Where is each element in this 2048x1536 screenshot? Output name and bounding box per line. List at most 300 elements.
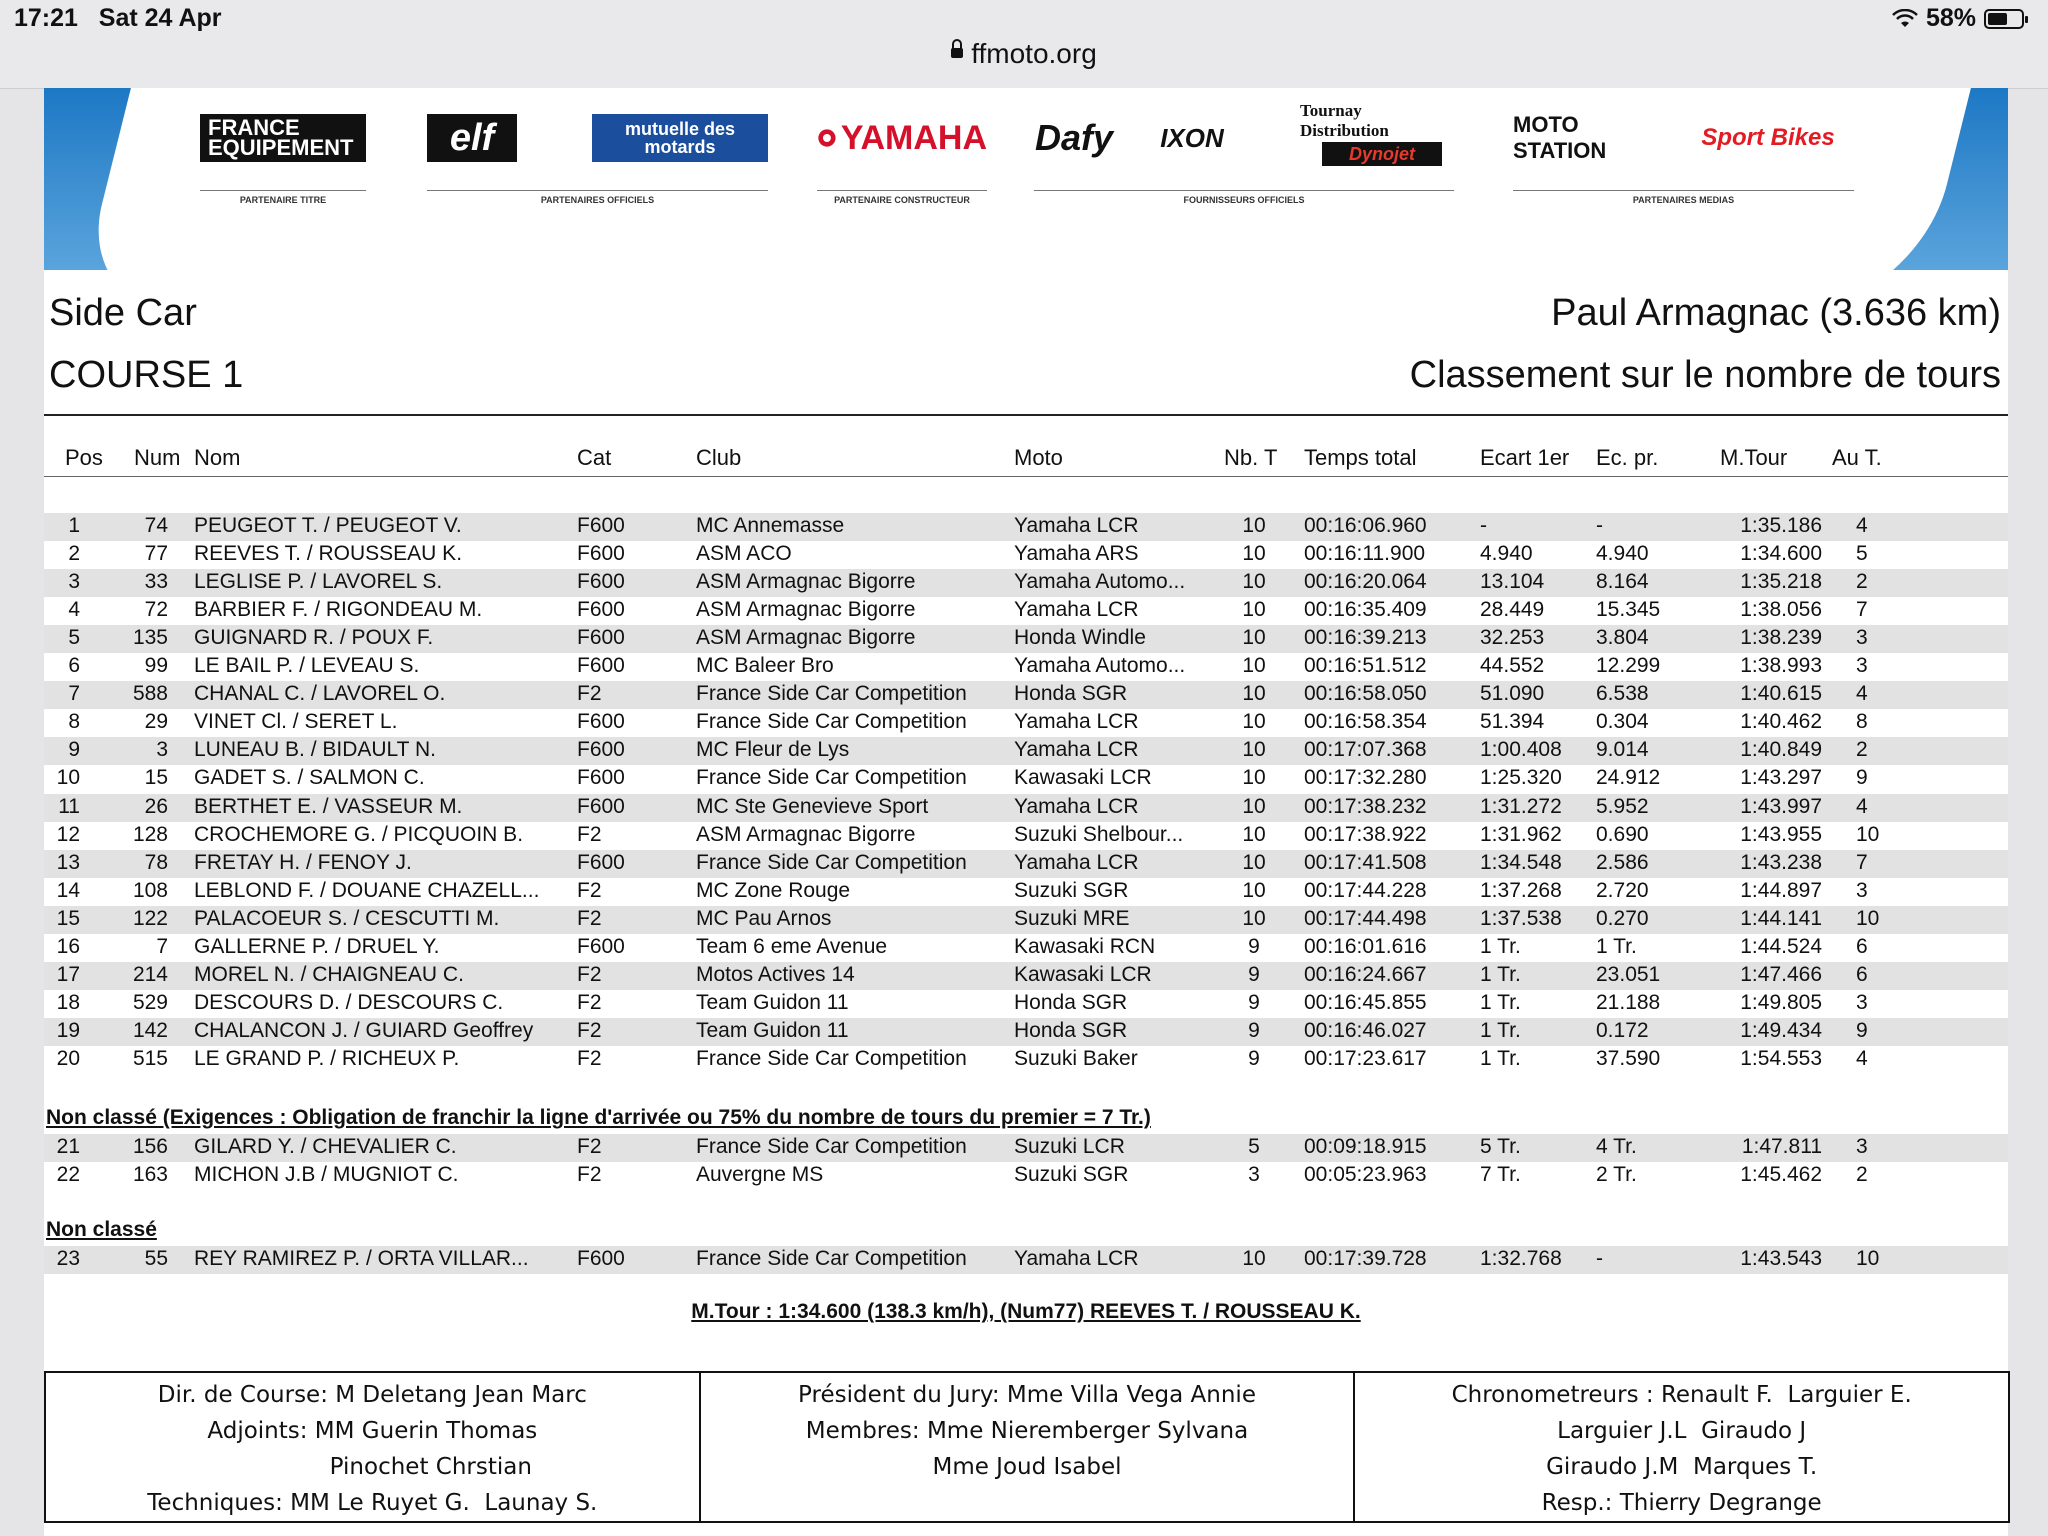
cell-cat: F2 (577, 1163, 602, 1187)
cell-nbt: 10 (1242, 822, 1266, 846)
category-partenaires-medias: PARTENAIRES MEDIAS (1513, 190, 1854, 205)
cell-club: France Side Car Competition (696, 710, 967, 734)
cell-aut: 6 (1856, 962, 1868, 986)
col-ecart-precedent: Ec. pr. (1596, 445, 1659, 470)
cell-ecart: 1:37.538 (1480, 906, 1562, 930)
cell-nom: GADET S. / SALMON C. (194, 766, 425, 790)
official-line: Giraudo J.M Marques T. (1546, 1454, 1818, 1480)
cell-temps: 00:16:01.616 (1304, 934, 1427, 958)
cell-num: 78 (144, 850, 168, 874)
cell-aut: 9 (1856, 766, 1868, 790)
category-title: Side Car (49, 292, 197, 334)
cell-moto: Suzuki SGR (1014, 878, 1129, 902)
cell-temps: 00:16:45.855 (1304, 990, 1427, 1014)
official-line: Chronometreurs : Renault F. Larguier E. (1451, 1382, 1912, 1408)
cell-nom: VINET Cl. / SERET L. (194, 710, 398, 734)
cell-cat: F600 (577, 654, 625, 678)
cell-temps: 00:17:07.368 (1304, 738, 1427, 762)
cell-club: Motos Actives 14 (696, 962, 855, 986)
cell-cat: F600 (577, 766, 625, 790)
cell-moto: Suzuki LCR (1014, 1135, 1125, 1158)
cell-ecpr: 24.912 (1596, 766, 1661, 790)
cell-mtour: 1:43.955 (1740, 822, 1822, 846)
cell-aut: 10 (1856, 1247, 1880, 1270)
table-row (44, 878, 2008, 906)
cell-aut: 4 (1856, 1046, 1868, 1070)
cell-club: Team 6 eme Avenue (696, 934, 888, 958)
cell-aut: 3 (1856, 1135, 1868, 1158)
table-row (44, 850, 2008, 878)
sponsor-logo-france-equipement[interactable]: FRANCE EQUIPEMENT (200, 114, 366, 162)
cell-temps: 00:16:11.900 (1304, 542, 1426, 566)
table-row (44, 906, 2008, 934)
cell-moto: Honda Windle (1014, 626, 1146, 650)
cell-temps: 00:17:44.228 (1304, 878, 1427, 902)
cell-temps: 00:17:39.728 (1304, 1247, 1427, 1270)
cell-aut: 4 (1856, 794, 1868, 818)
cell-cat: F600 (577, 934, 625, 958)
cell-num: 515 (132, 1046, 168, 1070)
circuit-title: Paul Armagnac (3.636 km) (1551, 292, 2001, 334)
cell-ecart: 1:34.548 (1480, 850, 1562, 874)
cell-nom: LUNEAU B. / BIDAULT N. (194, 738, 436, 762)
cell-mtour: 1:47.466 (1740, 962, 1822, 986)
cell-ecpr: 9.014 (1596, 738, 1649, 762)
table-row (44, 1162, 2008, 1190)
non-classe-heading: Non classé (46, 1218, 157, 1241)
cell-num: 29 (144, 710, 168, 734)
table-row (44, 513, 2008, 541)
table-row (44, 737, 2008, 765)
cell-pos: 11 (58, 794, 80, 818)
cell-club: MC Fleur de Lys (696, 738, 850, 762)
cell-nbt: 9 (1248, 1046, 1260, 1070)
cell-pos: 4 (68, 598, 80, 622)
cell-num: 74 (144, 514, 168, 537)
cell-aut: 9 (1856, 1018, 1868, 1042)
cell-club: ASM Armagnac Bigorre (696, 570, 916, 594)
cell-moto: Honda SGR (1014, 990, 1128, 1014)
cell-mtour: 1:47.811 (1741, 1135, 1822, 1158)
cell-nbt: 10 (1242, 598, 1266, 622)
cell-ecpr: 0.172 (1596, 1018, 1649, 1042)
official-line: Adjoints: MM Guerin Thomas (207, 1418, 538, 1444)
cell-temps: 00:17:38.922 (1304, 822, 1427, 846)
cell-nbt: 10 (1242, 570, 1266, 594)
cell-cat: F2 (577, 962, 602, 986)
cell-num: 128 (132, 822, 168, 846)
cell-moto: Honda SGR (1014, 1018, 1128, 1042)
cell-moto: Yamaha ARS (1014, 542, 1139, 566)
cell-cat: F2 (577, 1046, 602, 1070)
cell-ecpr: 4.940 (1596, 542, 1649, 566)
cell-temps: 00:16:51.512 (1304, 654, 1427, 678)
cell-nbt: 10 (1242, 710, 1266, 734)
col-pos: Pos (65, 445, 103, 470)
cell-num: 77 (144, 542, 168, 566)
cell-moto: Kawasaki RCN (1014, 934, 1156, 958)
table-row (44, 625, 2008, 653)
cell-aut: 7 (1856, 850, 1868, 874)
cell-ecpr: 0.690 (1596, 822, 1649, 846)
cell-cat: F600 (577, 542, 625, 566)
table-row (44, 1134, 2008, 1162)
official-line: Techniques: MM Le Ruyet G. Launay S. (147, 1490, 598, 1516)
cell-moto: Yamaha LCR (1014, 1247, 1139, 1270)
cell-mtour: 1:54.553 (1740, 1046, 1822, 1070)
cell-ecpr: 12.299 (1596, 654, 1661, 678)
cell-moto: Yamaha Automo... (1014, 654, 1186, 678)
sponsor-logo-dafy[interactable]: Dafy (1034, 117, 1114, 158)
sponsor-logo-mutuelle-des-motards[interactable]: mutuelle des motards (592, 114, 768, 162)
cell-ecart: 1 Tr. (1480, 1046, 1521, 1070)
cell-pos: 12 (56, 822, 80, 846)
cell-aut: 3 (1856, 990, 1868, 1014)
cell-pos: 1 (68, 514, 80, 537)
cell-mtour: 1:38.239 (1740, 626, 1822, 650)
cell-temps: 00:17:23.617 (1304, 1046, 1427, 1070)
cell-num: 588 (132, 682, 168, 706)
results-page (44, 88, 2008, 1536)
cell-temps: 00:16:35.409 (1304, 598, 1427, 622)
cell-club: MC Zone Rouge (696, 878, 851, 902)
cell-ecart: - (1480, 514, 1487, 537)
table-row (44, 597, 2008, 625)
cell-moto: Yamaha LCR (1014, 514, 1139, 537)
cell-temps: 00:09:18.915 (1304, 1135, 1427, 1158)
cell-nbt: 10 (1242, 1247, 1266, 1270)
cell-pos: 14 (56, 878, 80, 902)
cell-cat: F600 (577, 738, 625, 762)
cell-ecpr: 0.270 (1596, 906, 1649, 930)
cell-mtour: 1:34.600 (1740, 542, 1822, 566)
cell-num: 163 (132, 1163, 168, 1187)
timekeepers-column (1355, 1373, 2008, 1521)
cell-num: 33 (144, 570, 168, 594)
cell-mtour: 1:38.056 (1740, 598, 1822, 622)
cell-num: 26 (144, 794, 168, 818)
cell-aut: 2 (1856, 1163, 1868, 1187)
cell-pos: 7 (68, 682, 80, 706)
cell-club: France Side Car Competition (696, 682, 967, 706)
cell-nbt: 10 (1242, 738, 1266, 762)
cell-ecpr: 5.952 (1596, 794, 1649, 818)
cell-ecpr: 3.804 (1596, 626, 1649, 650)
cell-nbt: 10 (1242, 794, 1266, 818)
cell-num: 15 (144, 766, 168, 790)
yamaha-emblem-icon (817, 123, 837, 153)
cell-nbt: 10 (1242, 514, 1266, 537)
cell-ecart: 51.090 (1480, 682, 1545, 706)
table-row (44, 934, 2008, 962)
cell-ecart: 1:00.408 (1480, 738, 1562, 762)
table-row (44, 822, 2008, 850)
cell-ecart: 1:25.320 (1480, 766, 1562, 790)
cell-moto: Kawasaki LCR (1014, 962, 1152, 986)
cell-nom: REEVES T. / ROUSSEAU K. (194, 542, 463, 566)
col-ecart-1er: Ecart 1er (1480, 445, 1570, 470)
cell-ecart: 1:32.768 (1480, 1247, 1562, 1270)
status-right (1892, 4, 2024, 33)
cell-nbt: 9 (1248, 990, 1260, 1014)
cell-club: France Side Car Competition (696, 1247, 967, 1270)
cell-nom: LE GRAND P. / RICHEUX P. (194, 1046, 460, 1070)
cell-nbt: 10 (1242, 766, 1266, 790)
cell-mtour: 1:43.543 (1740, 1247, 1822, 1270)
cell-temps: 00:05:23.963 (1304, 1163, 1427, 1187)
cell-num: 55 (144, 1247, 168, 1270)
table-row (44, 569, 2008, 597)
cell-club: Team Guidon 11 (696, 990, 849, 1014)
cell-ecpr: - (1596, 1247, 1603, 1270)
battery-percent: 58% (1925, 4, 1976, 32)
cell-pos: 18 (56, 990, 80, 1014)
cell-temps: 00:16:06.960 (1304, 514, 1427, 537)
cell-ecpr: 21.188 (1596, 990, 1661, 1014)
cell-nom: FRETAY H. / FENOY J. (194, 850, 412, 874)
official-line: Resp.: Thierry Degrange (1541, 1490, 1822, 1516)
cell-nom: DESCOURS D. / DESCOURS C. (194, 990, 504, 1014)
cell-club: France Side Car Competition (696, 766, 967, 790)
cell-ecpr: 2.720 (1596, 878, 1649, 902)
cell-moto: Suzuki Shelbour... (1014, 822, 1184, 846)
cell-cat: F2 (577, 1135, 602, 1158)
cell-cat: F2 (577, 822, 602, 846)
cell-temps: 00:17:32.280 (1304, 766, 1427, 790)
cell-moto: Yamaha LCR (1014, 850, 1139, 874)
cell-nbt: 9 (1248, 962, 1260, 986)
cell-nom: LE BAIL P. / LEVEAU S. (194, 654, 420, 678)
cell-nom: MOREL N. / CHAIGNEAU C. (194, 962, 464, 986)
cell-cat: F600 (577, 850, 625, 874)
cell-ecpr: 2 Tr. (1596, 1163, 1637, 1187)
cell-temps: 00:17:41.508 (1304, 850, 1427, 874)
cell-num: 529 (132, 990, 168, 1014)
cell-pos: 19 (56, 1018, 80, 1042)
address-bar[interactable] (0, 38, 2048, 70)
cell-nom: CHALANCON J. / GUIARD Geoffrey (194, 1018, 534, 1042)
cell-aut: 10 (1856, 822, 1880, 846)
cell-club: Team Guidon 11 (696, 1018, 849, 1042)
cell-club: France Side Car Competition (696, 850, 967, 874)
cell-pos: 6 (68, 654, 80, 678)
cell-ecart: 1 Tr. (1480, 990, 1521, 1014)
cell-mtour: 1:38.993 (1740, 654, 1822, 678)
cell-moto: Yamaha LCR (1014, 710, 1139, 734)
cell-ecart: 28.449 (1480, 598, 1545, 622)
col-moto: Moto (1014, 445, 1063, 470)
cell-num: 108 (132, 878, 168, 902)
cell-mtour: 1:44.897 (1740, 878, 1822, 902)
cell-temps: 00:16:24.667 (1304, 962, 1427, 986)
cell-ecart: 5 Tr. (1480, 1135, 1521, 1158)
cell-temps: 00:16:58.354 (1304, 710, 1427, 734)
cell-club: France Side Car Competition (696, 1135, 967, 1158)
cell-club: ASM Armagnac Bigorre (696, 626, 916, 650)
cell-nbt: 9 (1248, 934, 1260, 958)
table-row (44, 653, 2008, 681)
cell-moto: Suzuki SGR (1014, 1163, 1129, 1187)
cell-ecart: 1:31.962 (1480, 822, 1562, 846)
cell-ecart: 1 Tr. (1480, 934, 1521, 958)
cell-cat: F600 (577, 710, 625, 734)
table-row (44, 1046, 2008, 1074)
cell-ecart: 1 Tr. (1480, 1018, 1521, 1042)
cell-moto: Kawasaki LCR (1014, 766, 1152, 790)
cell-cat: F600 (577, 794, 625, 818)
col-au-tour: Au T. (1832, 445, 1882, 470)
col-club: Club (696, 445, 742, 470)
cell-nbt: 9 (1248, 1018, 1260, 1042)
cell-nom: MICHON J.B / MUGNIOT C. (194, 1163, 459, 1187)
battery-level (1988, 13, 2007, 25)
cell-mtour: 1:40.849 (1740, 738, 1822, 762)
cell-ecpr: - (1596, 514, 1603, 537)
cell-mtour: 1:40.462 (1740, 710, 1822, 734)
cell-club: MC Annemasse (696, 514, 845, 537)
table-row (44, 765, 2008, 793)
sponsor-logo-ixon[interactable]: IXON (1160, 122, 1224, 153)
cell-moto: Honda SGR (1014, 682, 1128, 706)
cell-num: 72 (144, 598, 168, 622)
jury-column (701, 1373, 1356, 1521)
table-row (44, 681, 2008, 709)
cell-ecpr: 37.590 (1596, 1046, 1661, 1070)
cell-mtour: 1:35.186 (1740, 514, 1822, 537)
official-line: Dir. de Course: M Deletang Jean Marc (157, 1382, 587, 1408)
cell-moto: Yamaha LCR (1014, 598, 1139, 622)
cell-mtour: 1:43.297 (1740, 766, 1822, 790)
cell-nom: GUIGNARD R. / POUX F. (194, 626, 434, 650)
sponsor-logo-dynojet[interactable]: Dynojet (1322, 142, 1442, 166)
sponsor-logo-yamaha[interactable]: YAMAHA (817, 114, 987, 162)
cell-temps: 00:16:58.050 (1304, 682, 1427, 706)
cell-cat: F600 (577, 1247, 625, 1270)
cell-ecpr: 8.164 (1596, 570, 1649, 594)
cell-temps: 00:16:20.064 (1304, 570, 1427, 594)
cell-pos: 10 (56, 766, 80, 790)
lock-icon (951, 48, 963, 58)
cell-nbt: 10 (1242, 906, 1266, 930)
cell-temps: 00:16:46.027 (1304, 1018, 1427, 1042)
sponsor-logo-sport-bikes[interactable]: Sport Bikes (1701, 124, 1835, 151)
cell-pos: 9 (68, 738, 80, 762)
cell-aut: 10 (1856, 906, 1880, 930)
cell-temps: 00:17:38.232 (1304, 794, 1427, 818)
race-direction-column (46, 1373, 701, 1521)
sponsor-logo-elf[interactable]: elf (427, 114, 517, 162)
cell-moto: Suzuki Baker (1014, 1046, 1138, 1070)
cell-mtour: 1:43.997 (1740, 794, 1822, 818)
cell-moto: Yamaha Automo... (1014, 570, 1186, 594)
cell-aut: 2 (1856, 570, 1868, 594)
sponsor-logo-moto-station[interactable]: MOTO STATION (1513, 112, 1607, 163)
sponsor-banner (44, 88, 2008, 270)
cell-cat: F2 (577, 682, 602, 706)
cell-cat: F600 (577, 514, 625, 537)
table-row (44, 709, 2008, 737)
cell-temps: 00:16:39.213 (1304, 626, 1427, 650)
cell-ecpr: 1 Tr. (1596, 934, 1637, 958)
official-line: Président du Jury: Mme Villa Vega Annie (798, 1382, 1256, 1408)
cell-mtour: 1:45.462 (1740, 1163, 1822, 1187)
cell-pos: 23 (56, 1247, 80, 1270)
cell-mtour: 1:49.805 (1740, 990, 1822, 1014)
wifi-icon (1892, 9, 1918, 29)
table-row (44, 1246, 2008, 1274)
cell-mtour: 1:43.238 (1740, 850, 1822, 874)
cell-aut: 2 (1856, 738, 1868, 762)
official-line: Membres: Mme Nieremberger Sylvana (805, 1418, 1249, 1444)
category-partenaire-constructeur: PARTENAIRE CONSTRUCTEUR (817, 190, 987, 205)
official-line: Mme Joud Isabel (932, 1454, 1122, 1480)
header-divider (44, 414, 2008, 416)
cell-ecart: 1:31.272 (1480, 794, 1562, 818)
table-row (44, 962, 2008, 990)
cell-num: 156 (132, 1135, 168, 1158)
cell-ecart: 7 Tr. (1480, 1163, 1521, 1187)
cell-ecart: 13.104 (1480, 570, 1545, 594)
officials-box (44, 1371, 2010, 1523)
cell-club: MC Ste Genevieve Sport (696, 794, 929, 818)
cell-num: 135 (132, 626, 168, 650)
cell-aut: 7 (1856, 598, 1868, 622)
cell-nom: GALLERNE P. / DRUEL Y. (194, 934, 440, 958)
cell-aut: 4 (1856, 514, 1868, 537)
cell-num: 3 (156, 738, 168, 762)
cell-nbt: 10 (1242, 682, 1266, 706)
cell-aut: 4 (1856, 682, 1868, 706)
cell-nom: CROCHEMORE G. / PICQUOIN B. (194, 822, 524, 846)
official-line: Pinochet Chrstian (212, 1454, 532, 1480)
cell-mtour: 1:40.615 (1740, 682, 1822, 706)
cell-mtour: 1:44.524 (1740, 934, 1822, 958)
cell-nom: BERTHET E. / VASSEUR M. (194, 794, 463, 818)
cell-cat: F2 (577, 906, 602, 930)
col-cat: Cat (577, 445, 612, 470)
classification-title: Classement sur le nombre de tours (1409, 354, 2001, 396)
cell-cat: F2 (577, 990, 602, 1014)
cell-nom: LEBLOND F. / DOUANE CHAZELL... (194, 878, 540, 902)
cell-nom: GILARD Y. / CHEVALIER C. (194, 1135, 457, 1158)
column-header-divider (44, 476, 2008, 477)
sponsor-logo-tournay[interactable]: Tournay Distribution (1300, 101, 1389, 140)
cell-nom: PALACOEUR S. / CESCUTTI M. (194, 906, 500, 930)
cell-aut: 3 (1856, 626, 1868, 650)
cell-club: MC Pau Arnos (696, 906, 832, 930)
cell-nbt: 3 (1248, 1163, 1260, 1187)
cell-pos: 15 (56, 906, 80, 930)
cell-moto: Yamaha LCR (1014, 794, 1139, 818)
cell-num: 142 (132, 1018, 168, 1042)
cell-cat: F600 (577, 626, 625, 650)
cell-nom: PEUGEOT T. / PEUGEOT V. (194, 514, 462, 537)
cell-pos: 16 (56, 934, 80, 958)
cell-ecpr: 0.304 (1596, 710, 1649, 734)
cell-pos: 2 (68, 542, 80, 566)
category-partenaire-titre: PARTENAIRE TITRE (200, 190, 366, 205)
cell-aut: 3 (1856, 654, 1868, 678)
cell-pos: 3 (68, 570, 80, 594)
cell-nbt: 10 (1242, 626, 1266, 650)
table-row (44, 990, 2008, 1018)
cell-pos: 21 (56, 1135, 80, 1158)
cell-nom: LEGLISE P. / LAVOREL S. (194, 570, 443, 594)
cell-club: MC Baleer Bro (696, 654, 834, 678)
cell-num: 7 (156, 934, 168, 958)
cell-nom: BARBIER F. / RIGONDEAU M. (194, 598, 483, 622)
cell-aut: 8 (1856, 710, 1868, 734)
